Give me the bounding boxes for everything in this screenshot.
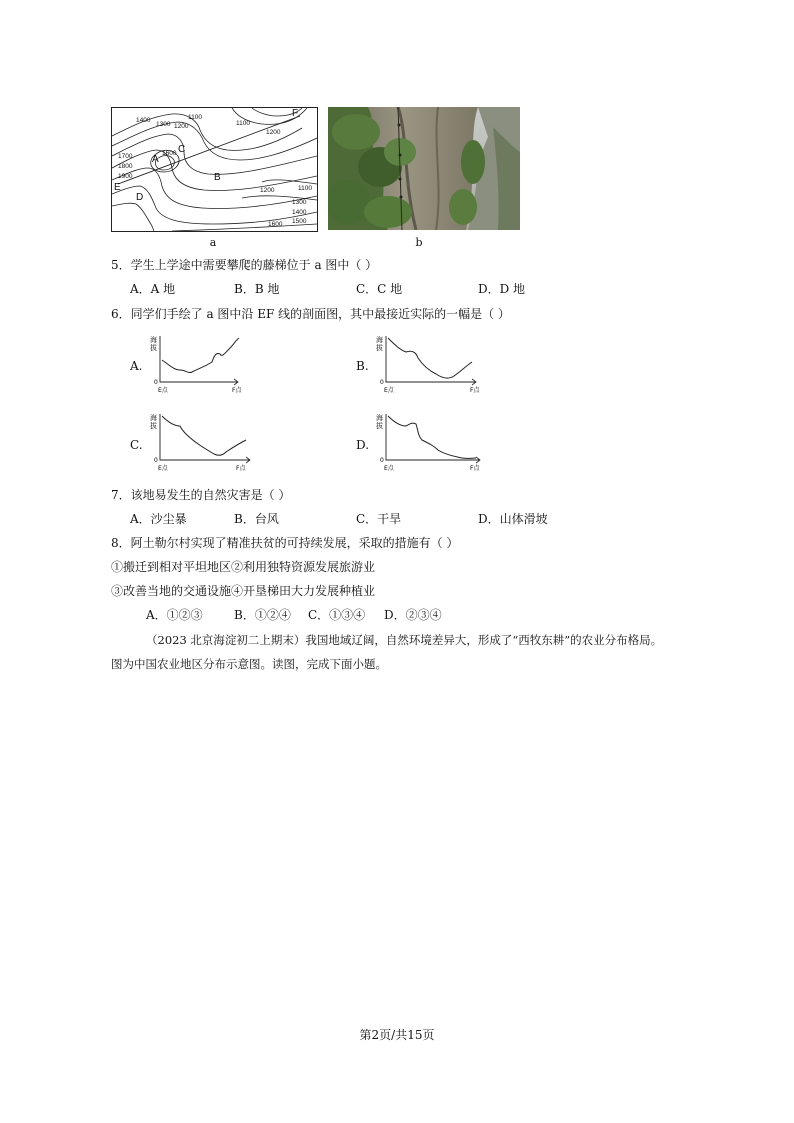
- contour-label: 1400: [136, 117, 151, 124]
- question-8-option-b: B．①②④: [234, 608, 291, 622]
- profile-chart-b-drawing: [372, 334, 482, 396]
- profile-option-a-label: A.: [130, 359, 143, 373]
- contour-map: [111, 107, 318, 232]
- cliff-photo: [328, 107, 520, 230]
- question-8-items-line-1: ①搬迁到相对平坦地区②利用独特资源发展旅游业: [111, 560, 376, 574]
- question-8-option-d: D．②③④: [384, 608, 442, 622]
- point-label-f: F: [292, 108, 299, 119]
- profile-y-label: 拔: [150, 344, 157, 352]
- contour-labels: [118, 114, 312, 228]
- contour-label: 1300: [292, 199, 307, 206]
- contour-label: 1100: [188, 114, 202, 121]
- section-intro-line-2: 图为中国农业地区分布示意图。读图，完成下面小题。: [111, 657, 387, 671]
- question-5-stem: 5．学生上学途中需要攀爬的藤梯位于 a 图中（ ）: [111, 258, 378, 272]
- contour-label: 1600: [162, 150, 177, 157]
- point-label-d: D: [136, 192, 144, 203]
- profile-x-end-label: F点: [232, 387, 242, 394]
- page-footer: 第2页/共15页: [359, 1028, 435, 1042]
- question-8-stem: 8．阿土勒尔村实现了精准扶贫的可持续发展，采取的措施有（ ）: [111, 536, 459, 550]
- question-5-option-a: A．A 地: [130, 282, 176, 296]
- profile-x-end-label: F点: [470, 387, 480, 394]
- contour-label: 1100: [298, 185, 312, 192]
- profile-chart-d-drawing: [372, 412, 487, 474]
- contour-label: 1200: [174, 123, 189, 130]
- contour-map-drawing: [112, 108, 317, 231]
- contour-label: 1800: [118, 163, 133, 170]
- profile-origin-label: 0: [380, 457, 384, 464]
- profile-chart-b: [372, 334, 482, 399]
- point-label-b: B: [214, 172, 221, 183]
- profile-chart-a: [146, 334, 246, 399]
- point-label-e: E: [114, 182, 121, 193]
- question-7-option-d: D．山体滑坡: [478, 512, 548, 526]
- contour-label: 1300: [156, 121, 171, 128]
- question-5-option-c: C．C 地: [356, 282, 403, 296]
- profile-option-d-label: D.: [356, 438, 370, 452]
- profile-chart-a-drawing: [146, 334, 246, 396]
- profile-x-start-label: E点: [384, 387, 394, 394]
- profile-y-label: 海: [150, 414, 157, 422]
- question-8-items-line-2: ③改善当地的交通设施④开垦梯田大力发展种植业: [111, 584, 376, 598]
- profile-y-label: 海: [376, 414, 383, 422]
- contour-label: 1600: [268, 221, 283, 228]
- question-6-stem: 6．同学们手绘了 a 图中沿 EF 线的剖面图，其中最接近实际的一幅是（ ）: [111, 307, 510, 321]
- question-8-option-c: C．①③④: [308, 608, 366, 622]
- question-7-option-a: A．沙尘暴: [130, 512, 187, 526]
- contour-label: 1100: [236, 120, 250, 127]
- profile-x-start-label: E点: [158, 387, 168, 394]
- contour-label: 1400: [292, 209, 307, 216]
- profile-origin-label: 0: [154, 457, 158, 464]
- profile-origin-label: 0: [380, 379, 384, 386]
- profile-y-label: 海: [150, 336, 157, 344]
- question-5-option-b: B．B 地: [234, 282, 280, 296]
- profile-chart-d: [372, 412, 487, 477]
- section-intro-line-1: （2023 北京海淀初二上期末）我国地域辽阔，自然环境差异大，形成了“西牧东耕”的农业分布格局。: [146, 633, 663, 647]
- contour-label: 1200: [260, 187, 275, 194]
- contour-label: 1200: [266, 129, 281, 136]
- profile-y-label: 拔: [376, 422, 383, 430]
- question-8-option-a: A．①②③: [146, 608, 203, 622]
- figure-a-label: a: [209, 236, 217, 249]
- contour-label: 1500: [292, 218, 307, 225]
- profile-option-b-label: B.: [356, 359, 369, 373]
- cliff-photo-drawing: [328, 107, 520, 230]
- question-5-option-d: D．D 地: [478, 282, 526, 296]
- figure-b-label: b: [415, 236, 423, 249]
- profile-x-start-label: E点: [384, 465, 394, 472]
- profile-chart-c: [146, 412, 256, 477]
- profile-x-start-label: E点: [158, 465, 168, 472]
- profile-y-label: 海: [376, 336, 383, 344]
- profile-origin-label: 0: [154, 379, 158, 386]
- question-7-option-c: C．干旱: [356, 512, 402, 526]
- point-label-c: C: [178, 144, 186, 155]
- question-7-stem: 7．该地易发生的自然灾害是（ ）: [111, 488, 291, 502]
- profile-chart-c-drawing: [146, 412, 256, 474]
- contour-label: 1700: [118, 153, 133, 160]
- profile-x-end-label: F点: [236, 465, 246, 472]
- question-7-option-b: B．台风: [234, 512, 279, 526]
- profile-option-c-label: C.: [130, 438, 143, 452]
- profile-y-label: 拔: [150, 422, 157, 430]
- contour-label: 1900: [118, 173, 133, 180]
- profile-y-label: 拔: [376, 344, 383, 352]
- profile-x-end-label: F点: [470, 465, 480, 472]
- point-label-a: A: [152, 154, 159, 165]
